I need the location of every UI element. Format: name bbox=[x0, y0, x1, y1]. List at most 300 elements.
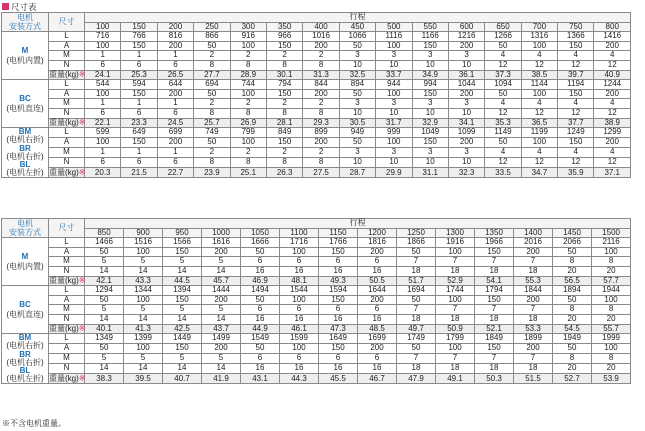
value-cell: 1516 bbox=[124, 238, 163, 248]
value-cell: 100 bbox=[124, 247, 163, 257]
value-cell: 1 bbox=[85, 148, 121, 158]
value-cell: 7 bbox=[475, 305, 514, 315]
table-row bbox=[2, 158, 631, 168]
weight-label bbox=[49, 324, 85, 334]
mount-code: BL bbox=[19, 365, 31, 375]
value-cell: 100 bbox=[124, 344, 163, 354]
value-cell: 16 bbox=[358, 364, 397, 374]
value-cell: 29.9 bbox=[376, 168, 412, 178]
value-cell: 18 bbox=[436, 314, 475, 324]
value-cell: 6 bbox=[241, 354, 280, 364]
value-cell: 50 bbox=[485, 89, 521, 99]
value-cell: 33.5 bbox=[485, 168, 521, 178]
value-cell: 31.7 bbox=[376, 118, 412, 128]
value-cell: 5 bbox=[163, 354, 202, 364]
value-cell: 32.5 bbox=[339, 70, 375, 80]
value-cell: 150 bbox=[412, 89, 448, 99]
value-cell: 26.9 bbox=[230, 118, 266, 128]
value-cell: 2 bbox=[194, 148, 230, 158]
value-cell: 16 bbox=[280, 314, 319, 324]
value-cell: 32.9 bbox=[412, 118, 448, 128]
value-cell: 5 bbox=[124, 305, 163, 315]
value-cell: 34.7 bbox=[521, 168, 557, 178]
value-cell: 8 bbox=[553, 354, 592, 364]
value-cell: 4 bbox=[594, 99, 631, 109]
value-cell: 1644 bbox=[358, 286, 397, 296]
stroke-value: 1000 bbox=[202, 228, 241, 238]
value-cell: 966 bbox=[266, 32, 302, 42]
value-cell: 894 bbox=[339, 80, 375, 90]
table-row bbox=[2, 305, 631, 315]
value-cell: 1149 bbox=[485, 128, 521, 138]
value-cell: 4 bbox=[594, 51, 631, 61]
value-cell: 3 bbox=[376, 99, 412, 109]
value-cell: 18 bbox=[475, 364, 514, 374]
value-cell: 200 bbox=[202, 295, 241, 305]
value-cell: 14 bbox=[202, 364, 241, 374]
value-cell: 1094 bbox=[485, 80, 521, 90]
weight-mark: ※ bbox=[78, 275, 86, 285]
value-cell: 150 bbox=[121, 41, 157, 51]
value-cell: 200 bbox=[358, 247, 397, 257]
stroke-header: 行程 bbox=[85, 13, 631, 23]
value-cell: 50 bbox=[553, 344, 592, 354]
weight-row bbox=[2, 374, 631, 384]
value-cell: 1399 bbox=[124, 334, 163, 344]
value-cell: 6 bbox=[85, 108, 121, 118]
value-cell: 50 bbox=[85, 295, 124, 305]
value-cell: 1666 bbox=[241, 238, 280, 248]
value-cell: 32.3 bbox=[448, 168, 484, 178]
value-cell: 100 bbox=[376, 41, 412, 51]
value-cell: 50 bbox=[397, 247, 436, 257]
value-cell: 949 bbox=[339, 128, 375, 138]
value-cell: 1744 bbox=[436, 286, 475, 296]
value-cell: 3 bbox=[339, 148, 375, 158]
value-cell: 2 bbox=[194, 99, 230, 109]
weight-mark: ※ bbox=[78, 323, 86, 333]
value-cell: 200 bbox=[358, 295, 397, 305]
table-row bbox=[2, 334, 631, 344]
value-cell: 16 bbox=[358, 266, 397, 276]
value-cell: 50 bbox=[339, 41, 375, 51]
value-cell: 200 bbox=[202, 247, 241, 257]
value-cell: 46.9 bbox=[241, 276, 280, 286]
value-cell: 7 bbox=[397, 354, 436, 364]
value-cell: 999 bbox=[376, 128, 412, 138]
value-cell: 14 bbox=[124, 364, 163, 374]
dim-key: A bbox=[49, 138, 85, 148]
value-cell: 7 bbox=[436, 354, 475, 364]
value-cell: 2 bbox=[266, 99, 302, 109]
mount-desc: (电机内置) bbox=[6, 261, 44, 271]
value-cell: 3 bbox=[448, 99, 484, 109]
stroke-value: 1400 bbox=[514, 228, 553, 238]
value-cell: 6 bbox=[121, 60, 157, 70]
value-cell: 52.7 bbox=[553, 374, 592, 384]
value-cell: 6 bbox=[319, 354, 358, 364]
value-cell: 46.1 bbox=[280, 324, 319, 334]
dim-key: M bbox=[49, 305, 85, 315]
value-cell: 899 bbox=[303, 128, 339, 138]
value-cell: 50 bbox=[397, 295, 436, 305]
mount-desc: (电机右折) bbox=[6, 341, 44, 351]
mount-desc: (电机左折) bbox=[6, 374, 44, 384]
value-cell: 50 bbox=[194, 89, 230, 99]
value-cell: 200 bbox=[514, 295, 553, 305]
value-cell: 3 bbox=[412, 51, 448, 61]
value-cell: 27.5 bbox=[303, 168, 339, 178]
value-cell: 43.3 bbox=[124, 276, 163, 286]
value-cell: 50 bbox=[553, 295, 592, 305]
dim-key: M bbox=[49, 354, 85, 364]
value-cell: 31.3 bbox=[303, 70, 339, 80]
value-cell: 8 bbox=[194, 108, 230, 118]
table-row bbox=[2, 138, 631, 148]
value-cell: 1044 bbox=[448, 80, 484, 90]
value-cell: 8 bbox=[230, 108, 266, 118]
mount-desc: (电机内置) bbox=[6, 55, 44, 65]
stroke-value: 1250 bbox=[397, 228, 436, 238]
value-cell: 18 bbox=[397, 314, 436, 324]
value-cell: 42.1 bbox=[85, 276, 124, 286]
value-cell: 14 bbox=[202, 314, 241, 324]
value-cell: 6 bbox=[319, 305, 358, 315]
value-cell: 200 bbox=[594, 89, 631, 99]
value-cell: 100 bbox=[521, 138, 557, 148]
mount-code: BL bbox=[19, 159, 31, 169]
stroke-value: 350 bbox=[266, 22, 302, 32]
value-cell: 34.1 bbox=[448, 118, 484, 128]
pink-square-icon bbox=[2, 3, 9, 10]
value-cell: 6 bbox=[157, 60, 193, 70]
value-cell: 3 bbox=[412, 148, 448, 158]
value-cell: 20 bbox=[592, 266, 631, 276]
value-cell: 14 bbox=[163, 266, 202, 276]
value-cell: 6 bbox=[358, 354, 397, 364]
weight-label-text: 重量(kg) bbox=[49, 167, 79, 177]
value-cell: 7 bbox=[397, 257, 436, 267]
value-cell: 2 bbox=[303, 99, 339, 109]
value-cell: 18 bbox=[514, 314, 553, 324]
value-cell: 8 bbox=[592, 305, 631, 315]
value-cell: 35.9 bbox=[558, 168, 594, 178]
value-cell: 1566 bbox=[163, 238, 202, 248]
value-cell: 18 bbox=[436, 364, 475, 374]
stroke-value: 1450 bbox=[553, 228, 592, 238]
mount-code: BR bbox=[19, 349, 31, 359]
value-cell: 50 bbox=[194, 41, 230, 51]
value-cell: 53.3 bbox=[514, 324, 553, 334]
value-cell: 14 bbox=[124, 266, 163, 276]
value-cell: 54.1 bbox=[475, 276, 514, 286]
value-cell: 16 bbox=[280, 364, 319, 374]
value-cell: 23.9 bbox=[194, 168, 230, 178]
mount-code: M bbox=[21, 251, 29, 261]
stroke-value: 450 bbox=[339, 22, 375, 32]
value-cell: 1316 bbox=[521, 32, 557, 42]
value-cell: 5 bbox=[202, 257, 241, 267]
value-cell: 7 bbox=[397, 305, 436, 315]
value-cell: 6 bbox=[280, 305, 319, 315]
value-cell: 42.5 bbox=[163, 324, 202, 334]
value-cell: 2 bbox=[230, 148, 266, 158]
value-cell: 45.7 bbox=[202, 276, 241, 286]
value-cell: 10 bbox=[412, 108, 448, 118]
weight-row bbox=[2, 324, 631, 334]
value-cell: 50 bbox=[241, 295, 280, 305]
dim-key: N bbox=[49, 314, 85, 324]
value-cell: 45.5 bbox=[319, 374, 358, 384]
value-cell: 2116 bbox=[592, 238, 631, 248]
value-cell: 100 bbox=[436, 344, 475, 354]
value-cell: 39.5 bbox=[124, 374, 163, 384]
value-cell: 3 bbox=[448, 148, 484, 158]
value-cell: 200 bbox=[303, 41, 339, 51]
value-cell: 12 bbox=[558, 158, 594, 168]
value-cell: 50 bbox=[241, 247, 280, 257]
value-cell: 5 bbox=[202, 354, 241, 364]
value-cell: 1116 bbox=[376, 32, 412, 42]
value-cell: 12 bbox=[521, 108, 557, 118]
value-cell: 10 bbox=[376, 158, 412, 168]
stroke-value: 1500 bbox=[592, 228, 631, 238]
weight-row bbox=[2, 70, 631, 80]
weight-mark: ※ bbox=[78, 373, 86, 383]
value-cell: 1249 bbox=[558, 128, 594, 138]
value-cell: 6 bbox=[358, 305, 397, 315]
value-cell: 50 bbox=[241, 344, 280, 354]
value-cell: 27.7 bbox=[194, 70, 230, 80]
value-cell: 28.9 bbox=[230, 70, 266, 80]
value-cell: 1166 bbox=[412, 32, 448, 42]
value-cell: 2 bbox=[194, 51, 230, 61]
value-cell: 150 bbox=[412, 138, 448, 148]
value-cell: 716 bbox=[85, 32, 121, 42]
value-cell: 1999 bbox=[592, 334, 631, 344]
table-row bbox=[2, 354, 631, 364]
value-cell: 14 bbox=[85, 266, 124, 276]
value-cell: 37.3 bbox=[485, 70, 521, 80]
table-row bbox=[2, 108, 631, 118]
value-cell: 1066 bbox=[339, 32, 375, 42]
value-cell: 33.7 bbox=[376, 70, 412, 80]
value-cell: 816 bbox=[157, 32, 193, 42]
value-cell: 699 bbox=[157, 128, 193, 138]
value-cell: 100 bbox=[376, 138, 412, 148]
footnote: ※不含电机重量。 bbox=[2, 419, 66, 428]
value-cell: 50 bbox=[553, 247, 592, 257]
value-cell: 1866 bbox=[397, 238, 436, 248]
stroke-values-row bbox=[2, 22, 631, 32]
value-cell: 50 bbox=[485, 41, 521, 51]
mount-code: BM bbox=[18, 127, 32, 137]
dim-key: L bbox=[49, 334, 85, 344]
header-row bbox=[2, 219, 631, 229]
value-cell: 12 bbox=[521, 158, 557, 168]
value-cell: 10 bbox=[339, 108, 375, 118]
value-cell: 24.5 bbox=[157, 118, 193, 128]
mount-desc: (电机右折) bbox=[6, 151, 44, 161]
value-cell: 2 bbox=[303, 51, 339, 61]
mount-code: M bbox=[21, 45, 29, 55]
value-cell: 52.1 bbox=[475, 324, 514, 334]
mount-code: BC bbox=[19, 299, 31, 309]
value-cell: 694 bbox=[194, 80, 230, 90]
value-cell: 1599 bbox=[280, 334, 319, 344]
value-cell: 4 bbox=[521, 99, 557, 109]
value-cell: 100 bbox=[230, 89, 266, 99]
value-cell: 10 bbox=[412, 158, 448, 168]
value-cell: 1444 bbox=[202, 286, 241, 296]
value-cell: 10 bbox=[412, 60, 448, 70]
value-cell: 4 bbox=[521, 148, 557, 158]
value-cell: 16 bbox=[358, 314, 397, 324]
value-cell: 50.5 bbox=[358, 276, 397, 286]
value-cell: 56.5 bbox=[553, 276, 592, 286]
value-cell: 1099 bbox=[448, 128, 484, 138]
value-cell: 18 bbox=[475, 314, 514, 324]
value-cell: 916 bbox=[230, 32, 266, 42]
table-row bbox=[2, 80, 631, 90]
value-cell: 2 bbox=[266, 148, 302, 158]
value-cell: 100 bbox=[592, 295, 631, 305]
value-cell: 594 bbox=[121, 80, 157, 90]
value-cell: 25.3 bbox=[121, 70, 157, 80]
value-cell: 1844 bbox=[514, 286, 553, 296]
dim-key: N bbox=[49, 364, 85, 374]
mount-desc: (电机直连) bbox=[6, 309, 44, 319]
value-cell: 50 bbox=[194, 138, 230, 148]
value-cell: 844 bbox=[303, 80, 339, 90]
value-cell: 8 bbox=[592, 257, 631, 267]
value-cell: 14 bbox=[163, 364, 202, 374]
table-row bbox=[2, 60, 631, 70]
weight-label bbox=[49, 70, 85, 80]
weight-label-text: 重量(kg) bbox=[49, 275, 79, 285]
value-cell: 1916 bbox=[436, 238, 475, 248]
weight-mark: ※ bbox=[78, 167, 86, 177]
value-cell: 8 bbox=[303, 108, 339, 118]
table-row bbox=[2, 364, 631, 374]
value-cell: 14 bbox=[85, 364, 124, 374]
value-cell: 150 bbox=[266, 89, 302, 99]
value-cell: 37.1 bbox=[594, 168, 631, 178]
section-title-text: 尺寸表 bbox=[11, 1, 37, 12]
value-cell: 1349 bbox=[85, 334, 124, 344]
value-cell: 10 bbox=[448, 108, 484, 118]
value-cell: 1 bbox=[121, 99, 157, 109]
value-cell: 200 bbox=[514, 344, 553, 354]
value-cell: 29.3 bbox=[303, 118, 339, 128]
value-cell: 150 bbox=[558, 41, 594, 51]
dim-key: A bbox=[49, 295, 85, 305]
value-cell: 18 bbox=[514, 266, 553, 276]
value-cell: 1894 bbox=[553, 286, 592, 296]
table-row bbox=[2, 266, 631, 276]
value-cell: 100 bbox=[230, 138, 266, 148]
value-cell: 150 bbox=[475, 344, 514, 354]
value-cell: 18 bbox=[397, 266, 436, 276]
value-cell: 14 bbox=[202, 266, 241, 276]
value-cell: 37.7 bbox=[558, 118, 594, 128]
value-cell: 5 bbox=[124, 354, 163, 364]
stroke-value: 700 bbox=[521, 22, 557, 32]
dim-key: A bbox=[49, 247, 85, 257]
value-cell: 50 bbox=[339, 89, 375, 99]
value-cell: 100 bbox=[521, 41, 557, 51]
stroke-value: 100 bbox=[85, 22, 121, 32]
value-cell: 200 bbox=[303, 138, 339, 148]
value-cell: 150 bbox=[319, 247, 358, 257]
dim-key: A bbox=[49, 89, 85, 99]
value-cell: 46.7 bbox=[358, 374, 397, 384]
table-row bbox=[2, 238, 631, 248]
value-cell: 2 bbox=[230, 99, 266, 109]
mount-type-header: 电机 安装方式 bbox=[2, 219, 49, 238]
value-cell: 100 bbox=[85, 89, 121, 99]
value-cell: 12 bbox=[521, 60, 557, 70]
value-cell: 5 bbox=[202, 305, 241, 315]
value-cell: 4 bbox=[558, 51, 594, 61]
value-cell: 100 bbox=[436, 295, 475, 305]
value-cell: 2 bbox=[303, 148, 339, 158]
stroke-value: 750 bbox=[558, 22, 594, 32]
value-cell: 54.5 bbox=[553, 324, 592, 334]
value-cell: 8 bbox=[194, 158, 230, 168]
value-cell: 47.3 bbox=[319, 324, 358, 334]
value-cell: 12 bbox=[485, 60, 521, 70]
section-title bbox=[2, 1, 37, 12]
value-cell: 1 bbox=[157, 99, 193, 109]
value-cell: 8 bbox=[230, 158, 266, 168]
value-cell: 12 bbox=[485, 108, 521, 118]
value-cell: 1299 bbox=[594, 128, 631, 138]
mount-desc: (电机直连) bbox=[6, 103, 44, 113]
value-cell: 7 bbox=[514, 257, 553, 267]
weight-label-text: 重量(kg) bbox=[49, 323, 79, 333]
weight-row bbox=[2, 168, 631, 178]
value-cell: 12 bbox=[558, 108, 594, 118]
weight-mark: ※ bbox=[78, 117, 86, 127]
value-cell: 8 bbox=[266, 108, 302, 118]
value-cell: 38.3 bbox=[85, 374, 124, 384]
value-cell: 10 bbox=[448, 60, 484, 70]
value-cell: 55.3 bbox=[514, 276, 553, 286]
value-cell: 100 bbox=[521, 89, 557, 99]
value-cell: 5 bbox=[124, 257, 163, 267]
value-cell: 12 bbox=[485, 158, 521, 168]
value-cell: 4 bbox=[521, 51, 557, 61]
weight-label-text: 重量(kg) bbox=[49, 373, 79, 383]
value-cell: 649 bbox=[121, 128, 157, 138]
dimension-header: 尺寸 bbox=[49, 13, 85, 32]
table-row bbox=[2, 51, 631, 61]
value-cell: 26.3 bbox=[266, 168, 302, 178]
value-cell: 599 bbox=[85, 128, 121, 138]
value-cell: 150 bbox=[558, 89, 594, 99]
value-cell: 50 bbox=[397, 344, 436, 354]
value-cell: 36.5 bbox=[521, 118, 557, 128]
value-cell: 2066 bbox=[553, 238, 592, 248]
value-cell: 1499 bbox=[202, 334, 241, 344]
table-row bbox=[2, 128, 631, 138]
table-row bbox=[2, 148, 631, 158]
value-cell: 1949 bbox=[553, 334, 592, 344]
mount-code: BM bbox=[18, 333, 32, 343]
value-cell: 1394 bbox=[163, 286, 202, 296]
value-cell: 8 bbox=[553, 257, 592, 267]
